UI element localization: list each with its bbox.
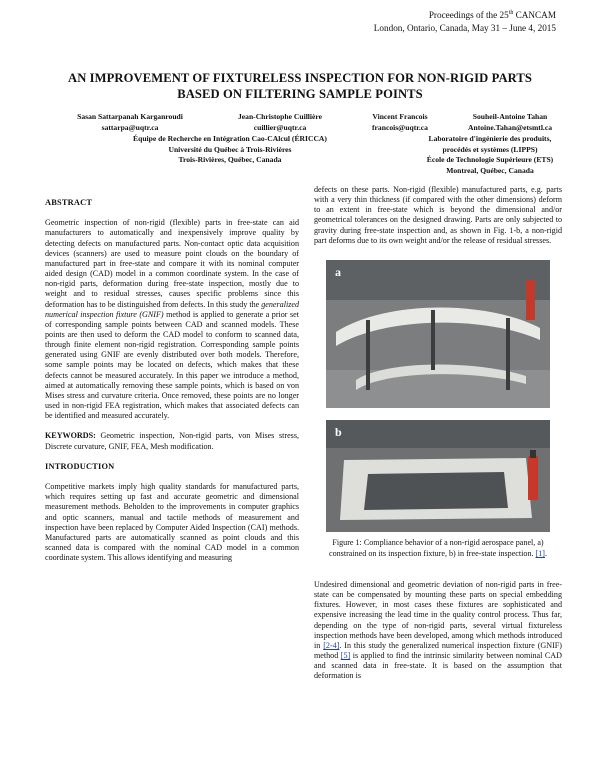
author-2: Jean-Christophe Cuillière cuillier@uqtr.ca	[237, 112, 323, 132]
free-state-panel-image	[326, 420, 550, 532]
reference-link-2-4[interactable]: [2-4]	[323, 640, 340, 650]
proceedings-title: Proceedings of the 25th CANCAM	[428, 9, 556, 20]
affiliation-uqtr: Équipe de Recherche en Intégration Cao-CAlcul (ÉRICCA) Université du Québec à Trois-Rivières Trois-Rivières, Québec, Canada	[133, 134, 327, 164]
right-column-top-text: defects on these parts. Non-rigid (flexible) manufactured parts, e.g. parts with a very thin thickness (if compared with the other dimensions) deform to an extent in free-state which is beyond the dimensional and/or geometrical tolerances on the designed drawing. Parts are only subjected to gravity during free-state inspection and, as shown in Fig. 1-b, a non-rigid part deforms due to its own weight and/or the release of residual stresses.	[314, 185, 562, 245]
paper-title: AN IMPROVEMENT OF FIXTURELESS INSPECTION FOR NON-RIGID PARTS BASED ON FILTERING SAMPLE POINTS	[68, 71, 532, 101]
introduction-heading: INTRODUCTION	[45, 461, 115, 471]
figure-label-b: b	[335, 425, 342, 439]
proceedings-location: London, Ontario, Canada, May 31 – June 4, 2015	[373, 23, 556, 33]
author-4: Souheil-Antoine Tahan Antoine.Tahan@etsmtl.ca	[468, 112, 552, 132]
figure-label-a: a	[335, 265, 341, 279]
keywords: KEYWORDS: Geometric inspection, Non-rigid parts, von Mises stress, Discrete curvature, GNIF, FEA, Mesh modification.	[45, 431, 299, 451]
affiliation-ets: Laboratoire d'ingénierie des produits, procédés et systèmes (LIPPS) École de Technologie Supérieure (ETS) Montreal, Québec, Canada	[426, 134, 554, 175]
author-1: Sasan Sattarpanah Karganroudi sattarpa@uqtr.ca	[77, 112, 183, 132]
abstract-text: Geometric inspection of non-rigid (flexible) parts in free-state can aid manufacturers to automatically and inexpensively improve quality by detecting defects on manufactured parts. Non-contact optic data acquisition devices (scanners) are used to measure point clouds on the boundary of manufactured part in free-state and compare it with its nominal computer aided design (CAD) model in a common coordinate system. In the case of non-rigid parts, deformation during free-state inspection, mostly due to weight and to residual stresses, causes specific problems since this deformation has to be distinguished from defects. In this study the generalized numerical inspection fixture (GNIF) method is applied to generate a prior set of corresponding sample points between CAD and scanned models. These points are then used to deform the CAD model to conform to scanned data, through finite element non-rigid registration. Corresponding sample points generated using GNIF are evenly distributed over both models. Therefore, some sample points may be located on defects, which makes that these defects cannot be measured accurately. In this paper we introduce a method, aimed at automatically removing these sample points, which is based on von Mises stress and curvature criteria. Once removed, these points are no longer used in non-rigid FEA registration, which makes that associated defects can be identified and measured accurately.	[45, 218, 300, 421]
figure-1a-photo	[326, 260, 550, 408]
author-3: Vincent Francois francois@uqtr.ca	[372, 112, 428, 132]
figure-1-caption: Figure 1: Compliance behavior of a non-rigid aerospace panel, a) constrained on its inspection fixture, b) in free-state inspection. [1].	[328, 538, 548, 558]
left-column	[45, 198, 299, 563]
introduction-text: Competitive markets imply high quality standards for manufactured parts, which requires setting up fast and accurate geometric and dimensional measurement methods. Beholden to the improvements in computer graphics and optic scanners, manual and tactile methods of measurement and inspection have been replaced by Computer Aided Inspection (CAI) methods. Manufactured parts are automatically scanned as point clouds and this scanned data is compared with the nominal CAD model in a common coordinate system. This allows identifying and measuring	[45, 482, 299, 563]
reference-link-5[interactable]: [5]	[340, 651, 351, 661]
right-column-bottom-text: Undesired dimensional and geometric deviation of non-rigid parts in free-state can be compensated by mounting these parts on special embedding fixtures. However, in most cases these fixtures are sophisticated and expensive increasing the lead time in the quality control process. Thus far, depending on the type of non-rigid parts, several virtual fixtureless inspection methods have been developed, among which methods introduced in [2-4]. In this study the generalized numerical inspection fixture (GNIF) method [5] is applied to find the intrinsic similarity between nominal CAD and scanned data in free-state. It is based on the assumption that deformation is	[314, 580, 562, 681]
fixture-constrained-image	[326, 260, 550, 408]
proceedings-header	[374, 9, 556, 35]
figure-1b-photo	[326, 420, 550, 532]
abstract-heading: ABSTRACT	[45, 198, 93, 207]
caption-reference-link[interactable]: [1]	[535, 548, 545, 558]
